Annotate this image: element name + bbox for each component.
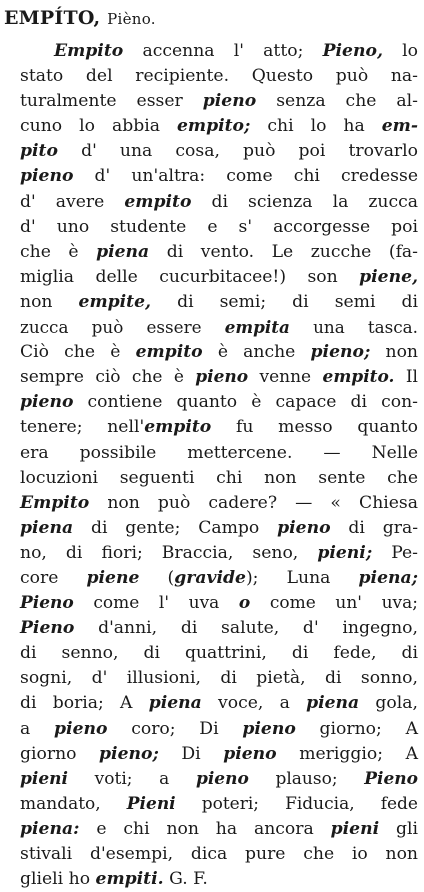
text-run: d' avere: [20, 191, 125, 212]
text-run: non: [370, 342, 418, 363]
text-run: una tasca.: [289, 317, 418, 338]
italic-term: pieno;: [310, 342, 371, 363]
italic-term: o: [238, 593, 251, 614]
text-run: (: [139, 567, 175, 588]
text-run: poteri; Fiducia, fede: [175, 793, 418, 814]
text-run: meriggio; A: [276, 743, 418, 764]
text-run: e chi non ha ancora: [79, 818, 331, 839]
text-line: [20, 64, 418, 89]
italic-term: pieno: [20, 392, 74, 413]
text-line: [20, 89, 418, 114]
text-run: di scienza la zucca: [191, 191, 418, 212]
text-run: miglia delle cucurbitacee!) son: [20, 266, 360, 287]
headword: EMPÍTO,: [4, 7, 101, 29]
text-line: [20, 139, 418, 164]
italic-term: piena: [148, 693, 202, 714]
text-line: [20, 390, 418, 415]
text-line: [20, 742, 418, 767]
text-line: [20, 441, 418, 466]
text-run: non può cadere? — « Chiesa: [89, 492, 418, 513]
text-run: di gra-: [330, 517, 418, 538]
text-run: cuno lo abbia: [20, 116, 177, 137]
italic-term: pieni;: [317, 542, 373, 563]
text-run: no, di fiori; Braccia, seno,: [20, 542, 318, 563]
text-line: [20, 616, 418, 641]
text-run: mandato,: [20, 793, 127, 814]
text-run: di gente; Campo: [73, 517, 278, 538]
text-run: Il: [394, 367, 418, 388]
italic-term: gravide: [174, 567, 246, 588]
text-line: [20, 190, 418, 215]
text-run: contiene quanto è capace di con-: [73, 392, 418, 413]
text-run: giorno: [20, 743, 100, 764]
text-line: [20, 717, 418, 742]
text-run: senza che al-: [256, 91, 418, 112]
italic-term: pieni: [330, 818, 380, 839]
text-run: fu messo quanto: [211, 417, 418, 438]
text-run: d' uno studente e s' accorgesse poi: [20, 216, 418, 237]
text-run: turalmente esser: [20, 91, 203, 112]
text-run: glieli ho: [20, 869, 96, 890]
text-run: Di: [158, 743, 224, 764]
text-run: di semi; di semi di: [151, 291, 418, 312]
text-run: sempre ciò che è: [20, 367, 196, 388]
text-line: [20, 792, 418, 817]
text-run: a: [20, 718, 55, 739]
text-run: lo: [382, 41, 418, 61]
italic-term: empite,: [78, 291, 152, 312]
text-line: [20, 541, 418, 566]
text-line: [20, 240, 418, 265]
text-line: [20, 842, 418, 867]
italic-term: empito: [124, 191, 192, 212]
italic-term: empito;: [176, 116, 251, 137]
text-line: [20, 164, 418, 189]
text-line: [20, 867, 418, 892]
text-run: è anche: [202, 342, 311, 363]
italic-term: piena:: [20, 818, 80, 839]
text-run: d' un'altra: come chi credesse: [73, 166, 418, 187]
text-run: di senno, di quattrini, di fede, di: [20, 643, 418, 664]
italic-term: Empito: [54, 41, 124, 61]
text-line: [20, 641, 418, 666]
text-run: venne: [248, 367, 323, 388]
italic-term: piena: [306, 693, 360, 714]
text-line: [20, 817, 418, 842]
text-line: [20, 315, 418, 340]
text-run: voce, a: [201, 693, 307, 714]
text-run: zucca può essere: [20, 317, 225, 338]
text-run: di vento. Le zucche (fa-: [149, 241, 418, 262]
text-run: Ciò che è: [20, 342, 136, 363]
italic-term: pieno: [54, 718, 108, 739]
text-line: [20, 767, 418, 792]
italic-term: Pieno: [364, 768, 418, 789]
italic-term: pieno: [20, 166, 74, 187]
text-line: [20, 415, 418, 440]
text-run: accenna l' atto;: [123, 41, 323, 61]
text-run: locuzioni seguenti chi non sente che: [20, 467, 418, 488]
italic-term: pieno: [195, 367, 249, 388]
italic-term: piene: [86, 567, 140, 588]
text-line: [20, 566, 418, 591]
text-run: come l' uva: [73, 593, 239, 614]
companion-headword: Pièno.: [107, 10, 156, 28]
italic-term: empito: [144, 417, 212, 438]
italic-term: pieno: [202, 91, 257, 112]
italic-term: pieno: [195, 768, 249, 789]
italic-term: piena: [96, 241, 150, 262]
text-line: [20, 340, 418, 365]
italic-term: em-: [381, 116, 418, 137]
text-run: d'anni, di salute, d' ingegno,: [74, 618, 418, 639]
text-line: [20, 39, 418, 64]
text-line: [20, 265, 418, 290]
italic-term: Pieno: [20, 618, 75, 639]
italic-term: piena: [20, 517, 74, 538]
italic-term: piene,: [359, 266, 418, 287]
entry-heading: [4, 6, 156, 31]
text-run: voti; a: [67, 768, 196, 789]
italic-term: piena;: [358, 567, 418, 588]
text-run: tenere; nell': [20, 417, 145, 438]
italic-term: pieno;: [99, 743, 159, 764]
text-run: era possibile mettercene. — Nelle: [20, 442, 418, 463]
text-line: [20, 516, 418, 541]
text-run: sogni, d' illusioni, di pietà, di sonno,: [20, 668, 418, 689]
italic-term: pito: [20, 141, 58, 162]
italic-term: pieno: [277, 517, 331, 538]
italic-term: Pieno,: [322, 41, 383, 61]
text-run: che è: [20, 241, 97, 262]
italic-term: pieno: [242, 718, 296, 739]
text-line: [20, 114, 418, 139]
italic-term: empita: [224, 317, 290, 338]
text-run: chi lo ha: [250, 116, 382, 137]
text-run: giorno; A: [295, 718, 418, 739]
text-line: [20, 215, 418, 240]
italic-term: Pieno: [20, 593, 74, 614]
italic-term: empito: [135, 342, 203, 363]
text-run: gli: [379, 818, 418, 839]
text-run: gola,: [359, 693, 418, 714]
text-line: [20, 491, 418, 516]
text-line: [20, 666, 418, 691]
italic-term: empiti.: [95, 869, 164, 890]
text-run: plauso;: [248, 768, 365, 789]
text-run: come un' uva;: [250, 593, 418, 614]
text-run: stato del recipiente. Questo può na-: [20, 66, 418, 87]
text-line: [20, 466, 418, 491]
text-run: core: [20, 567, 87, 588]
text-run: stivali d'esempi, dica pure che io non: [20, 844, 418, 864]
text-run: ); Luna: [245, 567, 359, 588]
text-run: d' una cosa, può poi trovarlo: [57, 141, 418, 162]
italic-term: Pieni: [126, 793, 176, 814]
text-run: G. F.: [163, 869, 208, 890]
text-run: coro; Di: [107, 718, 243, 739]
text-run: di boria; A: [20, 693, 149, 714]
text-run: non: [20, 291, 79, 312]
text-line: [20, 290, 418, 315]
text-line: [20, 591, 418, 616]
entry-body: [20, 39, 418, 892]
italic-term: pieni: [20, 768, 68, 789]
text-line: [20, 691, 418, 716]
italic-term: pieno: [223, 743, 277, 764]
text-line: [20, 365, 418, 390]
italic-term: Empito: [20, 492, 90, 513]
text-run: Pe-: [372, 542, 418, 563]
italic-term: empito.: [322, 367, 395, 388]
